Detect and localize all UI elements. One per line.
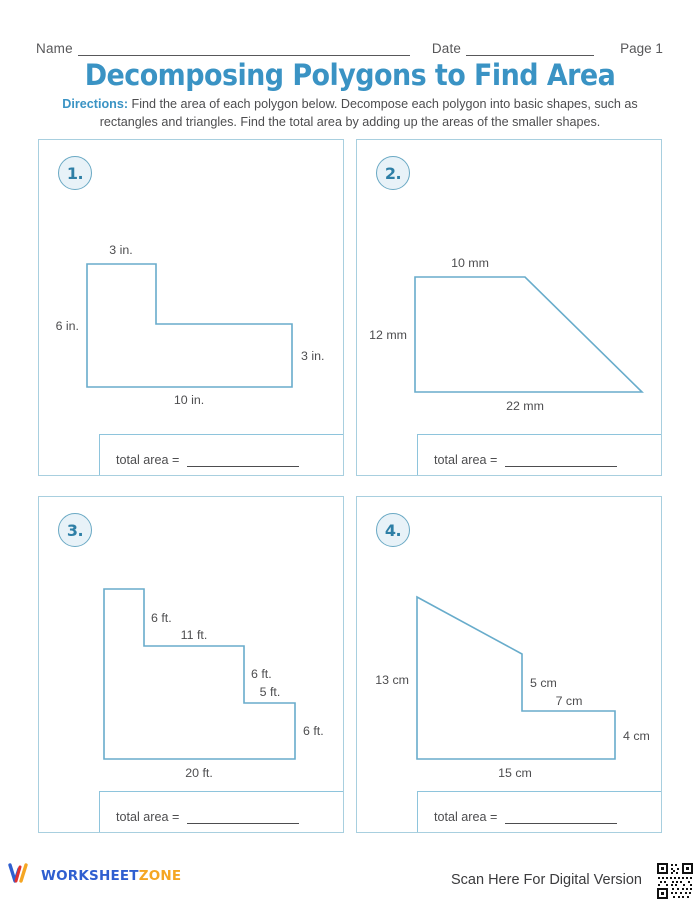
- student-info-row: [36, 36, 664, 56]
- l-shape-outline: [87, 264, 292, 387]
- logo-text: [41, 868, 181, 884]
- name-label: Name: [36, 41, 73, 56]
- answer-label-2: total area =: [434, 453, 498, 467]
- problem-2-figure: [357, 182, 662, 432]
- problem-card-4: [356, 496, 662, 833]
- problem-card-2: [356, 139, 662, 476]
- page-footer: [0, 858, 700, 895]
- answer-label-4: total area =: [434, 810, 498, 824]
- logo-w-icon: [8, 862, 34, 889]
- answer-input-line-2[interactable]: [505, 454, 617, 467]
- problem-1-figure: [39, 182, 344, 432]
- directions-prefix: Directions:: [62, 97, 129, 111]
- answer-box-3[interactable]: [99, 791, 344, 833]
- answer-input-line-4[interactable]: [505, 811, 617, 824]
- dim-left-label: 12 mm: [369, 328, 407, 342]
- page-title: Decomposing Polygons to Find Area: [84, 58, 616, 92]
- dim-left-label: 6 in.: [55, 319, 79, 333]
- sloped-step-outline: [417, 597, 615, 759]
- dim-right-label: 3 in.: [301, 349, 325, 363]
- problem-4-figure: [357, 539, 662, 789]
- problem-3-figure: [39, 539, 344, 789]
- logo-secondary-text: ZONE: [138, 867, 182, 884]
- page-number: Page 1: [620, 41, 663, 56]
- problem-number-3: 3.: [58, 513, 92, 547]
- trapezoid-outline: [415, 277, 642, 392]
- dim-bottom-label: 15 cm: [498, 766, 532, 780]
- dim-run-label: 7 cm: [555, 694, 583, 708]
- dim-step2-run-label: 5 ft.: [259, 685, 281, 699]
- dim-bottom-label: 20 ft.: [185, 766, 213, 780]
- answer-box-4[interactable]: [417, 791, 662, 833]
- problem-number-1: 1.: [58, 156, 92, 190]
- directions-body: Find the area of each polygon below. Decompose each polygon into basic shapes, such as rectangles and triangles. Find the total area by adding up the areas of the smaller shapes.: [99, 97, 638, 129]
- worksheet-zone-logo[interactable]: [8, 862, 181, 889]
- dim-drop-label: 5 cm: [530, 676, 557, 690]
- dim-step1-run-label: 11 ft.: [180, 628, 208, 642]
- problem-grid: [38, 139, 662, 833]
- dim-left-label: 13 cm: [375, 673, 409, 687]
- scan-prompt-text: Scan Here For Digital Version: [451, 872, 642, 888]
- name-input-line[interactable]: [78, 42, 410, 56]
- answer-box-1[interactable]: [99, 434, 344, 476]
- date-field-group: [432, 41, 594, 56]
- answer-input-line-3[interactable]: [187, 811, 299, 824]
- directions-text: [36, 96, 664, 131]
- dim-top-label: 3 in.: [109, 243, 133, 257]
- logo-primary-text: WORKSHEET: [41, 867, 139, 884]
- date-input-line[interactable]: [466, 42, 594, 56]
- dim-bottom-label: 10 in.: [173, 393, 205, 407]
- qr-code-icon[interactable]: [655, 861, 695, 901]
- answer-box-2[interactable]: [417, 434, 662, 476]
- problem-number-2: 2.: [376, 156, 410, 190]
- dim-step1-drop-label: 6 ft.: [151, 611, 172, 625]
- answer-label-1: total area =: [116, 453, 180, 467]
- dim-right-label: 6 ft.: [303, 724, 324, 738]
- dim-step2-drop-label: 6 ft.: [251, 667, 272, 681]
- answer-label-3: total area =: [116, 810, 180, 824]
- date-label: Date: [431, 41, 462, 56]
- dim-right-label: 4 cm: [623, 729, 650, 743]
- problem-number-4: 4.: [376, 513, 410, 547]
- answer-input-line-1[interactable]: [187, 454, 299, 467]
- problem-card-1: [38, 139, 344, 476]
- dim-top-label: 10 mm: [451, 256, 489, 270]
- problem-card-3: [38, 496, 344, 833]
- dim-bottom-label: 22 mm: [506, 399, 544, 413]
